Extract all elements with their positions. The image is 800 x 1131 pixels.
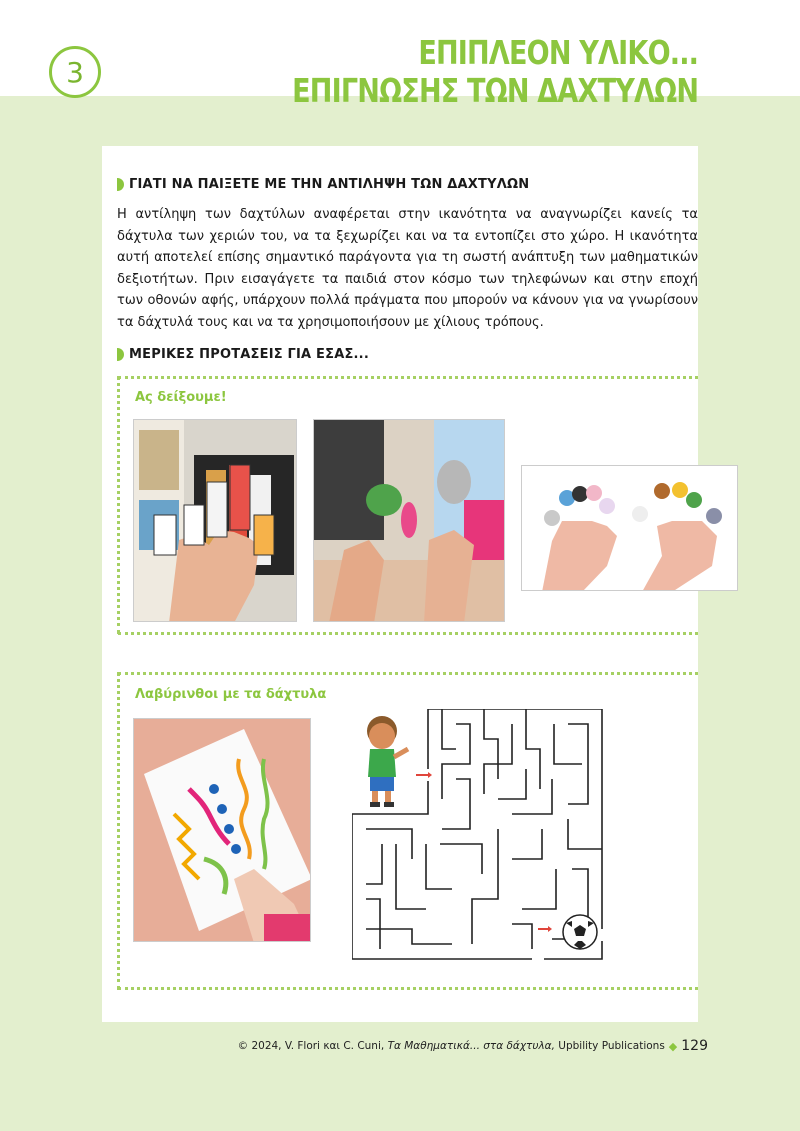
intro-paragraph: Η αντίληψη των δαχτύλων αναφέρεται στην ικανότητα να αναγνωρίζει κανείς τα δάχτυλα των χεριών του, να τα ξεχωρίζει και να τα εντοπίζει στο χώρο. Η ικανότητα αυτή αποτελεί επίσης σημαντικό παράγοντα για τη σωστή ανάπτυξη των μαθηματικών δεξιοτήτων. Πριν εισαγάγετε τα παιδιά στον κόσμο των τηλεφώνων και στην εποχή των οθονών αφής, υπάρχουν πολλά πράγματα που μπορούν να κάνουν για να γνωρίσουν τα δάχτυλά τους και να τα χρησιμοποιήσουν με χίλιους τρόπους.	[117, 207, 698, 330]
activity2-left-border	[117, 672, 120, 990]
photo-animal-finger-puppets-children	[313, 419, 505, 622]
soccer-ball-icon	[563, 915, 597, 949]
chapter-number: 3	[66, 55, 84, 89]
section-heading-text: ΓΙΑΤΙ ΝΑ ΠΑΙΞΕΤΕ ΜΕ ΤΗΝ ΑΝΤΙΛΗΨΗ ΤΩΝ ΔΑΧΤΥΛΩΝ	[129, 177, 530, 192]
activity1-left-border	[117, 376, 120, 634]
boy-figure-icon	[367, 716, 408, 807]
activity1-title: Ας δείξουμε!	[135, 390, 227, 405]
diamond-icon: ◆	[668, 1039, 678, 1053]
footer-book-title: Τα Μαθηματικά... στα δάχτυλα,	[387, 1040, 555, 1052]
page-title	[292, 34, 698, 110]
section-heading-text: ΜΕΡΙΚΕΣ ΠΡΟΤΑΣΕΙΣ ΓΙΑ ΕΣΑΣ...	[129, 347, 369, 362]
photo-adult-hands-puppets	[521, 465, 738, 591]
activity2-bottom-border	[118, 987, 698, 990]
photo-finger-tracing-paths	[133, 718, 311, 942]
page-number: 129	[681, 1038, 708, 1054]
footer-publisher: Upbility Publications	[558, 1040, 665, 1052]
footer-credit: © 2024, V. Flori και C. Cuni,	[237, 1040, 385, 1052]
chapter-number-badge	[49, 46, 101, 98]
activity2-top-border	[118, 672, 698, 675]
title-line-1: ΕΠΙΠΛΕΟΝ ΥΛΙΚΟ...	[418, 33, 698, 72]
heading-marker-icon	[117, 178, 124, 191]
section-heading-why	[117, 177, 529, 192]
heading-marker-icon	[117, 348, 124, 361]
activity1-bottom-border	[118, 632, 698, 635]
page-footer	[238, 1038, 708, 1054]
finger-maze-illustration	[352, 709, 612, 964]
activity1-top-border	[118, 376, 698, 379]
title-line-2: ΕΠΙΓΝΩΣΗΣ ΤΩΝ ΔΑΧΤΥΛΩΝ	[291, 71, 698, 110]
section-heading-suggestions	[117, 347, 369, 362]
activity2-title: Λαβύρινθοι με τα δάχτυλα	[135, 687, 327, 702]
photo-paper-finger-puppets	[133, 419, 297, 622]
